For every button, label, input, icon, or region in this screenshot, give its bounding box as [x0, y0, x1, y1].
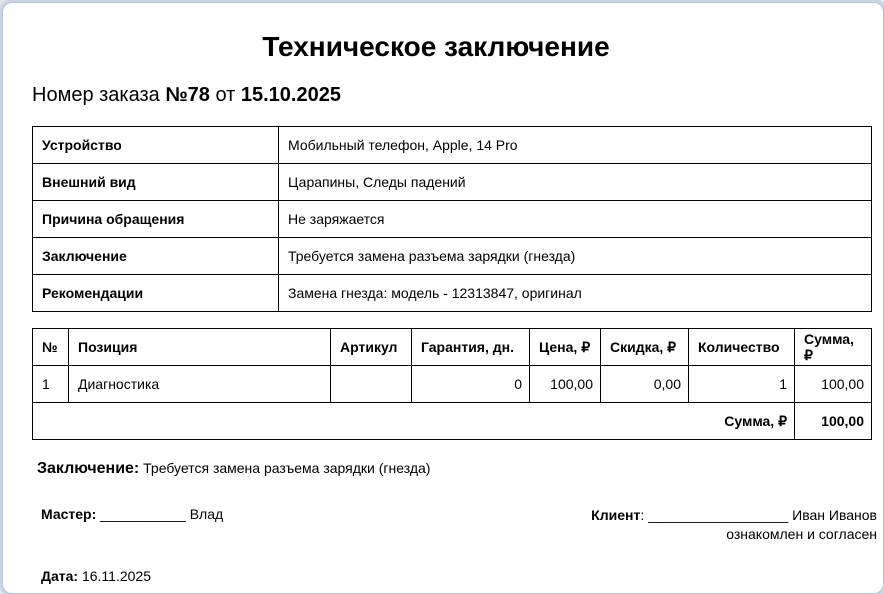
- col-header-warranty: Гарантия, дн.: [412, 329, 530, 366]
- info-label: Заключение: [33, 238, 279, 275]
- info-row-reason: [33, 201, 872, 238]
- col-header-sum: Сумма, ₽: [795, 329, 872, 366]
- col-header-number: №: [33, 329, 69, 366]
- client-signature-line: : __________________: [640, 507, 789, 523]
- date-value: 16.11.2025: [81, 568, 151, 584]
- order-number: №78: [165, 84, 210, 106]
- cell-sum: 100,00: [795, 366, 872, 403]
- info-row-recommendations: [33, 275, 872, 312]
- client-name: Иван Иванов: [792, 507, 877, 523]
- cell-price: 100,00: [530, 366, 601, 403]
- order-prefix: Номер заказа: [32, 84, 160, 106]
- total-label: Сумма, ₽: [33, 403, 795, 440]
- table-row: [33, 366, 872, 403]
- info-value: Требуется замена разъема зарядки (гнезда): [279, 238, 872, 275]
- info-row-appearance: [33, 164, 872, 201]
- client-signature: [591, 506, 877, 544]
- master-signature: [41, 506, 223, 522]
- info-row-conclusion: [33, 238, 872, 275]
- info-label: Внешний вид: [33, 164, 279, 201]
- conclusion-line: [37, 460, 430, 478]
- cell-position: Диагностика: [69, 366, 331, 403]
- col-header-position: Позиция: [69, 329, 331, 366]
- date-label: Дата:: [41, 568, 79, 584]
- master-signature-line: ___________: [100, 506, 186, 522]
- conclusion-text: Требуется замена разъема зарядки (гнезда): [143, 460, 431, 476]
- col-header-price: Цена, ₽: [530, 329, 601, 366]
- info-value: Царапины, Следы падений: [279, 164, 872, 201]
- order-date: 15.10.2025: [240, 84, 341, 106]
- info-row-device: [33, 127, 872, 164]
- info-label: Причина обращения: [33, 201, 279, 238]
- date-line: [41, 568, 151, 584]
- items-table: [32, 328, 872, 440]
- master-label: Мастер:: [41, 506, 97, 522]
- order-line: [32, 84, 341, 107]
- client-note: ознакомлен и согласен: [726, 526, 877, 542]
- info-label: Устройство: [33, 127, 279, 164]
- cell-warranty: 0: [412, 366, 530, 403]
- client-line-row: [591, 506, 877, 525]
- col-header-article: Артикул: [331, 329, 412, 366]
- document-sheet: [2, 2, 884, 594]
- total-value: 100,00: [795, 403, 872, 440]
- conclusion-label: Заключение:: [37, 460, 140, 477]
- cell-discount: 0,00: [601, 366, 689, 403]
- col-header-discount: Скидка, ₽: [601, 329, 689, 366]
- col-header-quantity: Количество: [689, 329, 795, 366]
- cell-number: 1: [33, 366, 69, 403]
- info-label: Рекомендации: [33, 275, 279, 312]
- info-value: Замена гнезда: модель - 12313847, оригинал: [279, 275, 872, 312]
- document-title: Техническое заключение: [262, 31, 610, 62]
- total-row: [33, 403, 872, 440]
- info-value: Мобильный телефон, Apple, 14 Pro: [279, 127, 872, 164]
- info-value: Не заряжается: [279, 201, 872, 238]
- master-name: Влад: [189, 506, 224, 522]
- device-info-table: [32, 126, 872, 312]
- order-from: от: [215, 84, 236, 106]
- cell-quantity: 1: [689, 366, 795, 403]
- items-header-row: [33, 329, 872, 366]
- cell-article: [331, 366, 412, 403]
- client-label: Клиент: [591, 507, 641, 523]
